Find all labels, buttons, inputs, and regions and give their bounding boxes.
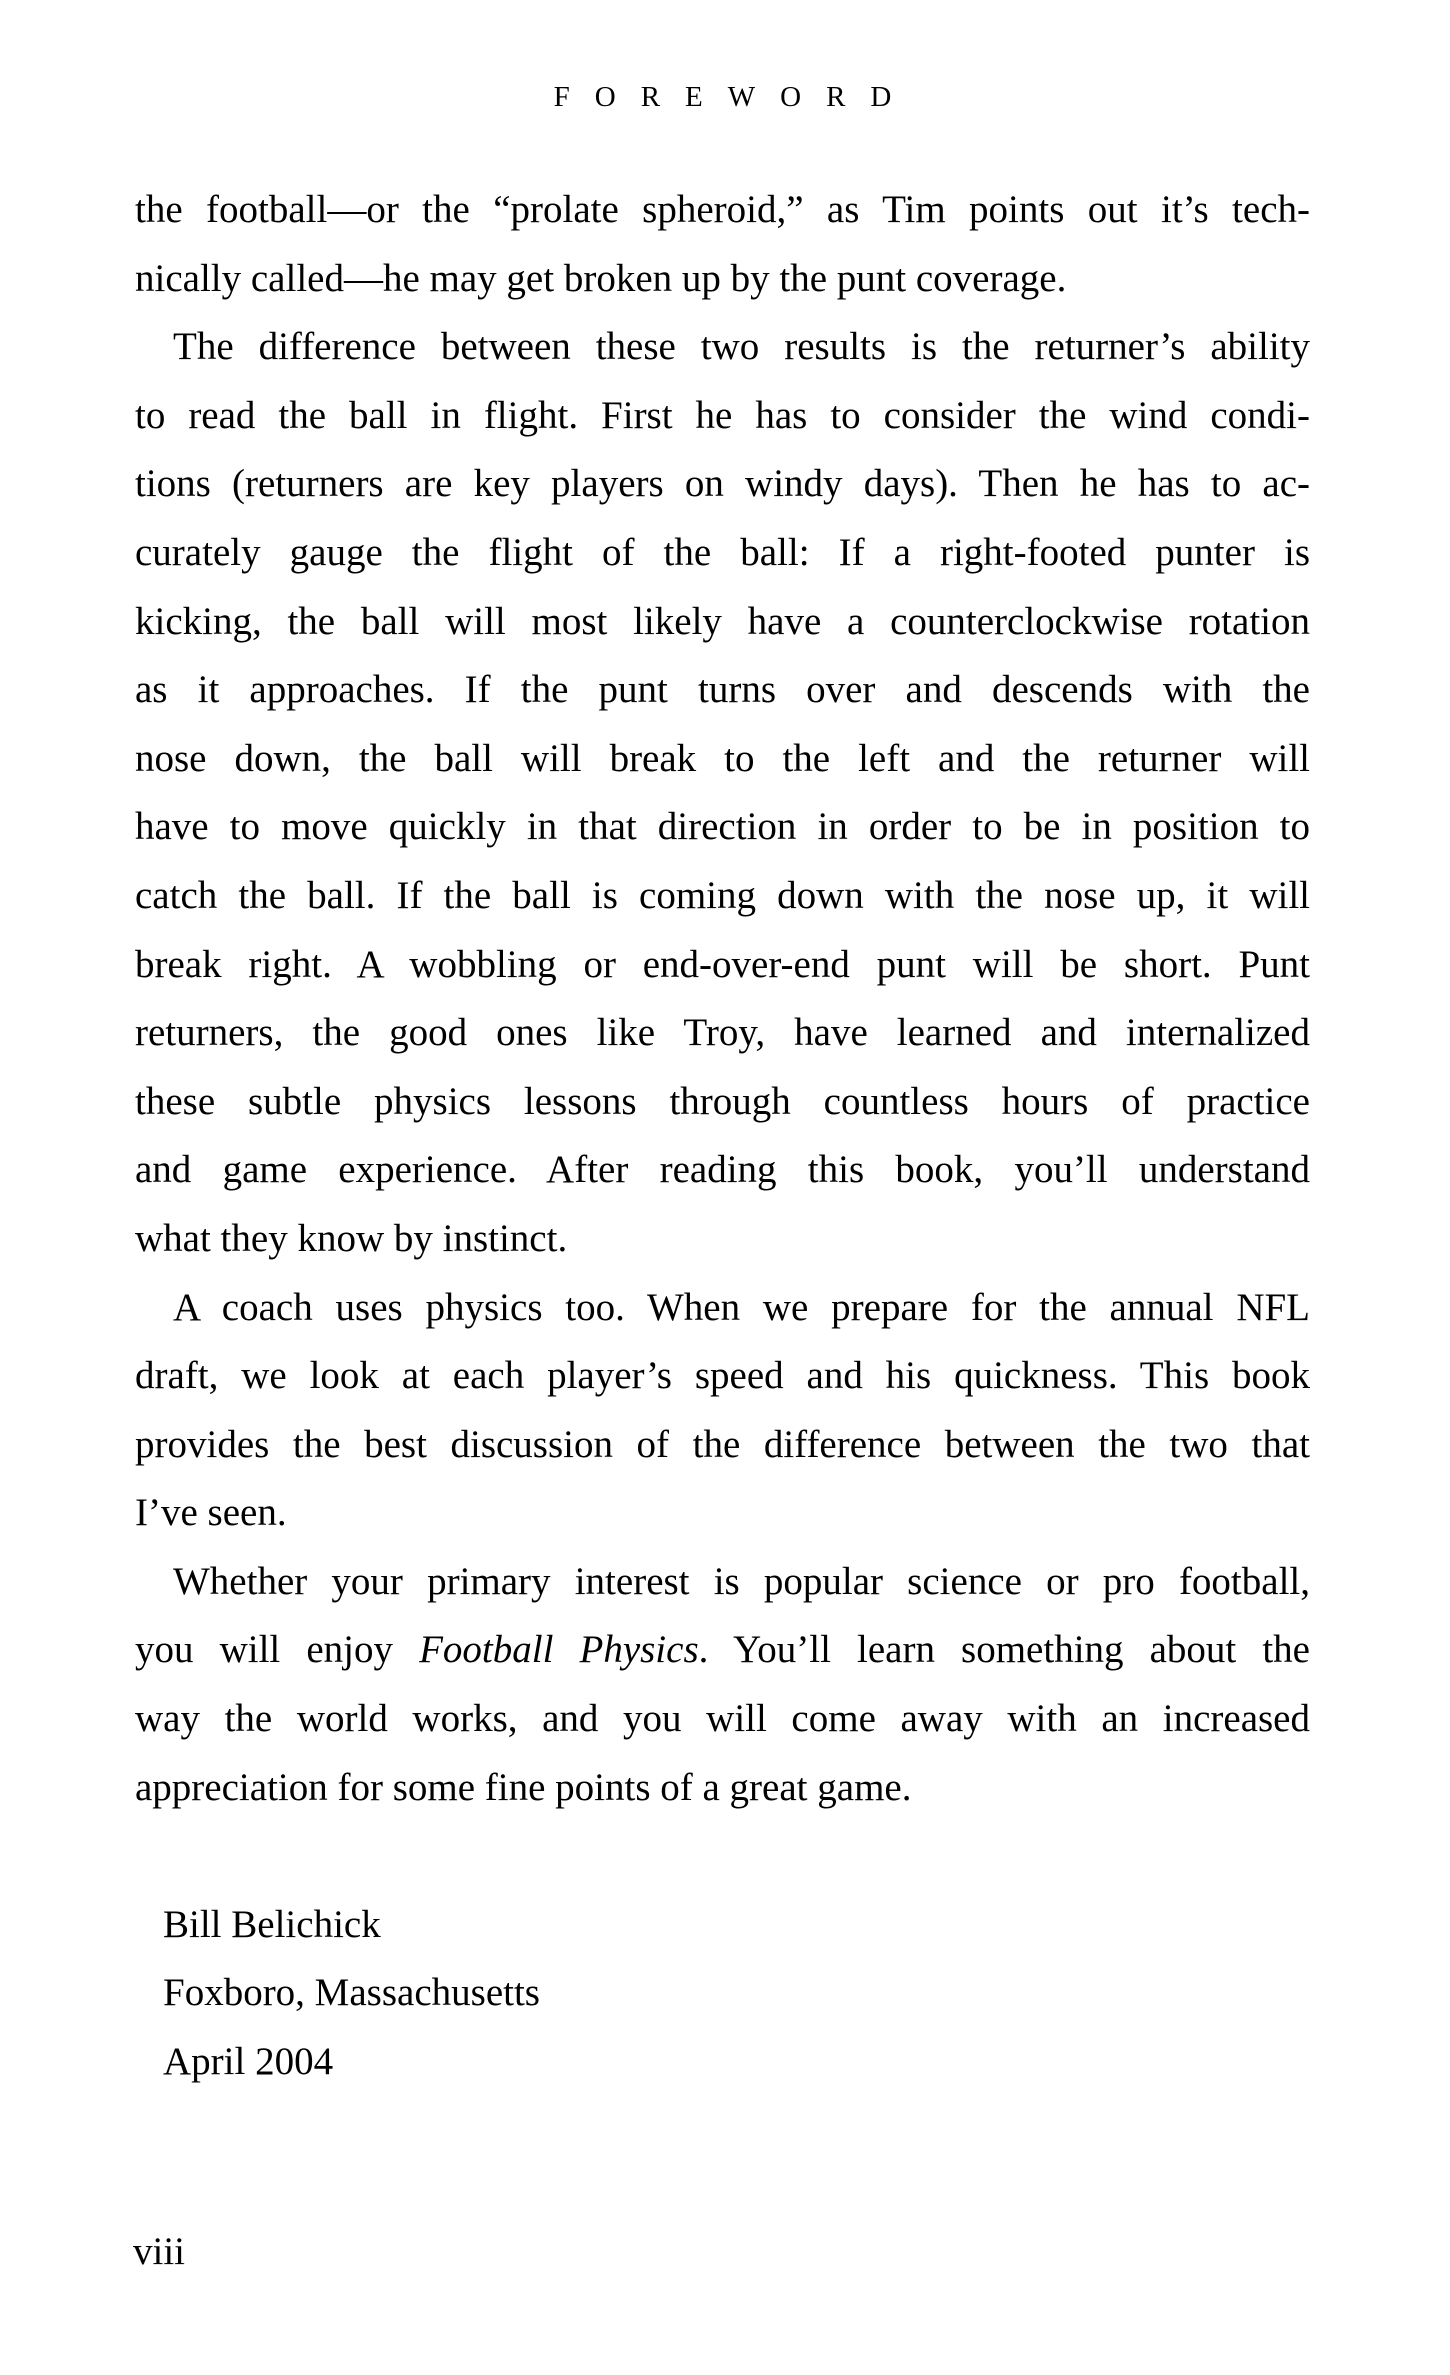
text-line [135, 519, 1310, 588]
text-line [135, 725, 1310, 794]
paragraph-4 [135, 1548, 1310, 1822]
text-segment: tions (returners are key players on windy days). Then he has to ac- [135, 462, 1310, 506]
paragraph-gap [135, 1822, 1310, 1891]
paragraph-2 [135, 313, 1310, 1273]
text-segment: April 2004 [163, 2040, 334, 2084]
text-segment: A coach uses physics too. When we prepare for the annual NFL [173, 1285, 1310, 1329]
text-line [135, 1274, 1310, 1343]
text-line [135, 1891, 1310, 1960]
text-line [135, 1342, 1310, 1411]
text-segment: break right. A wobbling or end-over-end punt will be short. Punt [135, 942, 1310, 986]
text-line [135, 450, 1310, 519]
text-segment: nose down, the ball will break to the left and the returner will [135, 736, 1310, 780]
text-segment: you will enjoy [135, 1628, 420, 1672]
text-line [135, 382, 1310, 451]
text-line [135, 1548, 1310, 1617]
text-segment: these subtle physics lessons through countless hours of practice [135, 1079, 1310, 1123]
text-segment: kicking, the ball will most likely have a counterclockwise rotation [135, 599, 1310, 643]
paragraph-3 [135, 1274, 1310, 1548]
text-segment: way the world works, and you will come away with an increased [135, 1697, 1310, 1741]
blank-line [135, 1822, 1310, 1891]
text-segment: to read the ball in flight. First he has to consider the wind condi- [135, 393, 1310, 437]
text-line [135, 1479, 1310, 1548]
foreword-heading: FOREWORD [553, 81, 917, 113]
text-segment: returners, the good ones like Troy, have learned and internalized [135, 1011, 1310, 1055]
text-segment: nically called—he may get broken up by the punt coverage. [135, 256, 1067, 300]
text-line [135, 1205, 1310, 1274]
text-line [135, 245, 1310, 314]
text-segment: Whether your primary interest is popular science or pro football, [173, 1559, 1310, 1603]
text-segment: . You’ll learn something about the [698, 1628, 1310, 1672]
text-segment: appreciation for some fine points of a great game. [135, 1765, 912, 1809]
text-segment: draft, we look at each player’s speed and his quickness. This book [135, 1354, 1310, 1398]
text-segment: as it approaches. If the punt turns over and descends with the [135, 668, 1310, 712]
text-line [135, 313, 1310, 382]
text-segment: Bill Belichick [163, 1902, 381, 1946]
text-line [135, 862, 1310, 931]
text-segment: provides the best discussion of the difference between the two that [135, 1422, 1310, 1466]
book-title-italic: Football Physics [419, 1628, 699, 1672]
text-line [135, 999, 1310, 1068]
text-line [135, 588, 1310, 657]
text-line [135, 1136, 1310, 1205]
text-line [135, 2028, 1310, 2097]
text-line [135, 1959, 1310, 2028]
text-segment: I’ve seen. [135, 1491, 287, 1535]
text-line [135, 1685, 1310, 1754]
text-line [135, 1411, 1310, 1480]
text-segment: have to move quickly in that direction in order to be in position to [135, 805, 1310, 849]
text-line [135, 1068, 1310, 1137]
paragraph-1 [135, 176, 1310, 313]
text-segment: The difference between these two results is the returner’s ability [173, 325, 1310, 369]
text-line [135, 176, 1310, 245]
text-line [135, 1754, 1310, 1823]
text-segment: what they know by instinct. [135, 1216, 568, 1260]
text-segment: Foxboro, Massachusetts [163, 1971, 540, 2015]
text-line [135, 1616, 1310, 1685]
text-segment: and game experience. After reading this book, you’ll understand [135, 1148, 1310, 1192]
text-segment: catch the ball. If the ball is coming down with the nose up, it will [135, 873, 1310, 917]
text-line [135, 656, 1310, 725]
body-text [135, 176, 1310, 2097]
text-line [135, 793, 1310, 862]
text-segment: the football—or the “prolate spheroid,” as Tim points out it’s tech- [135, 188, 1310, 231]
text-segment: curately gauge the flight of the ball: If a right-footed punter is [135, 530, 1310, 574]
signature-block [135, 1891, 1310, 2097]
page-number: viii [133, 2230, 186, 2273]
text-line [135, 931, 1310, 1000]
